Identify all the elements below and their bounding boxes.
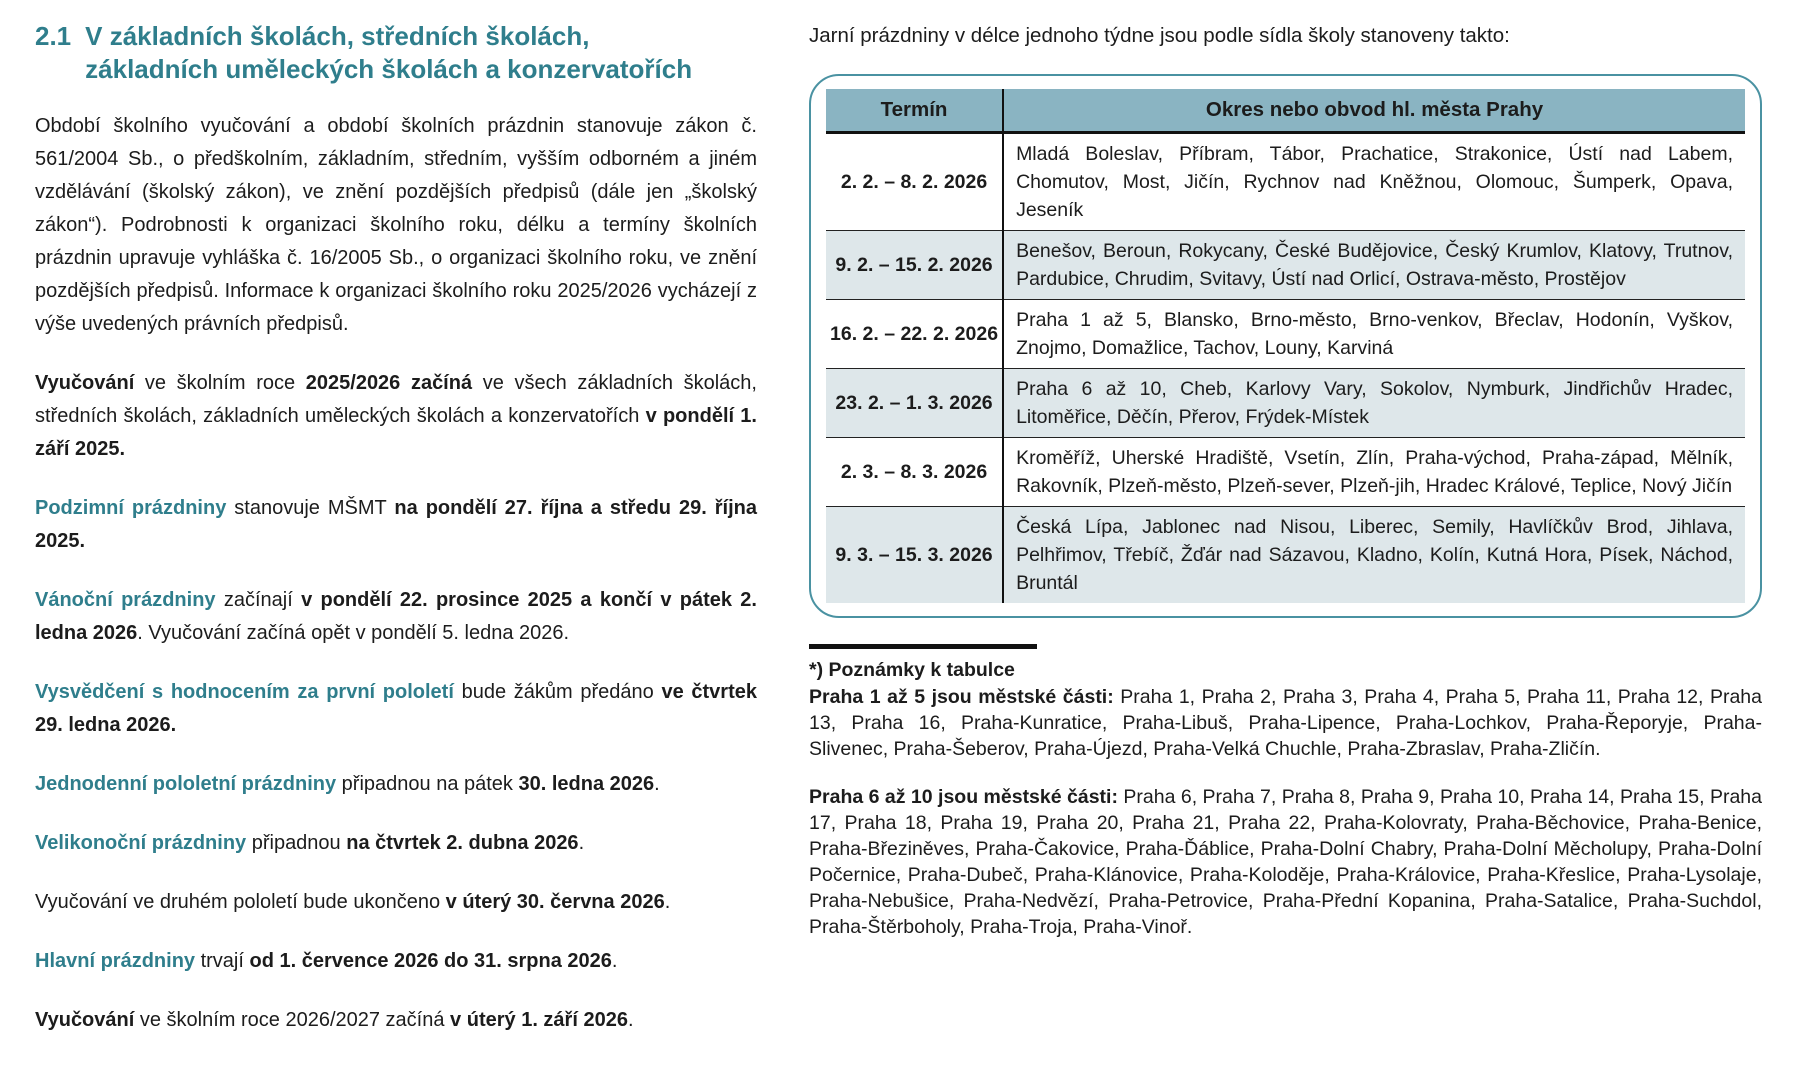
text-run: ve čtvrtek 29. ledna 2026. bbox=[35, 681, 757, 736]
body-paragraphs bbox=[35, 110, 757, 1037]
text-run: v pondělí 22. prosince 2025 a končí v pátek 2. ledna 2026 bbox=[35, 589, 757, 644]
term-cell: 9. 3. – 15. 3. 2026 bbox=[826, 507, 1003, 604]
text-run: Vánoční prázdniny bbox=[35, 589, 216, 611]
paragraph bbox=[35, 367, 757, 466]
notes-divider bbox=[809, 644, 1037, 649]
text-run: Období školního vyučování a období školních prázdnin stanovuje zákon č. 561/2004 Sb., o předškolním, základním, středním, vyšším odborném a jiném vzdělávání (školský zákon), ve znění pozdějších předpisů (dále jen „školský zákon“). Podrobnosti k organizaci školního roku, délku a termíny školních prázdnin upravuje vyhláška č. 16/2005 Sb., o organizaci školního roku, ve znění pozdějších předpisů. Informace k organizaci školního roku 2025/2026 vycházejí z výše uvedených právních předpisů. bbox=[35, 115, 757, 335]
table-body bbox=[826, 133, 1745, 604]
column-header-okres: Okres nebo obvod hl. města Prahy bbox=[1003, 89, 1745, 133]
text-run: Podzimní prázdniny bbox=[35, 497, 227, 519]
paragraph bbox=[35, 827, 757, 860]
text-run: Jednodenní pololetní prázdniny bbox=[35, 773, 337, 795]
term-cell: 2. 2. – 8. 2. 2026 bbox=[826, 133, 1003, 231]
paragraph bbox=[35, 768, 757, 801]
districts-cell: Praha 1 až 5, Blansko, Brno-město, Brno-venkov, Břeclav, Hodonín, Vyškov, Znojmo, Domažlice, Tachov, Louny, Karviná bbox=[1003, 300, 1745, 369]
districts-cell: Praha 6 až 10, Cheb, Karlovy Vary, Sokolov, Nymburk, Jindřichův Hradec, Litoměřice, Děčín, Přerov, Frýdek-Místek bbox=[1003, 369, 1745, 438]
text-run: stanovuje MŠMT bbox=[226, 497, 395, 519]
table-row bbox=[826, 507, 1745, 604]
text-run: trvají bbox=[195, 950, 250, 972]
table-row bbox=[826, 133, 1745, 231]
text-run: na čtvrtek 2. dubna 2026 bbox=[346, 832, 579, 854]
section-number: 2.1 bbox=[35, 21, 72, 51]
text-run: v úterý 1. září 2026 bbox=[450, 1009, 628, 1031]
paragraph bbox=[35, 886, 757, 919]
term-cell: 9. 2. – 15. 2. 2026 bbox=[826, 231, 1003, 300]
paragraph bbox=[35, 1004, 757, 1037]
text-run: Vysvědčení s hodnocením za první pololetí bbox=[35, 681, 454, 703]
paragraph bbox=[35, 945, 757, 978]
table-row bbox=[826, 231, 1745, 300]
text-run: Praha 1, Praha 2, Praha 3, Praha 4, Praha 5, Praha 11, Praha 12, Praha 13, Praha 16, Praha-Kunratice, Praha-Libuš, Praha-Lipence, Praha-Lochkov, Praha-Řeporyje, Praha-Slivenec, Praha-Šeberov, Praha-Újezd, Praha-Velká Chuchle, Praha-Zbraslav, Praha-Zličín. bbox=[809, 685, 1762, 760]
text-run: . bbox=[611, 950, 618, 972]
table bbox=[826, 89, 1745, 603]
text-run: 2025/2026 začíná bbox=[305, 372, 473, 394]
section-title bbox=[85, 20, 692, 86]
spring-holidays-table bbox=[809, 74, 1762, 618]
paragraph bbox=[809, 684, 1762, 762]
paragraph bbox=[35, 584, 757, 650]
section-heading bbox=[35, 20, 757, 86]
text-run: 30. ledna 2026 bbox=[518, 773, 655, 795]
paragraph bbox=[35, 492, 757, 558]
text-run: Vyučování bbox=[35, 372, 135, 394]
left-column bbox=[35, 20, 757, 1088]
districts-cell: Česká Lípa, Jablonec nad Nisou, Liberec, Semily, Havlíčkův Brod, Jihlava, Pelhřimov, Třebíč, Žďár nad Sázavou, Kladno, Kolín, Kutná Hora, Písek, Náchod, Bruntál bbox=[1003, 507, 1745, 604]
paragraph bbox=[809, 784, 1762, 940]
table-header bbox=[826, 89, 1745, 133]
column-header-termin: Termín bbox=[826, 89, 1003, 133]
table-row bbox=[826, 438, 1745, 507]
text-run: . bbox=[664, 891, 671, 913]
text-run: Velikonoční prázdniny bbox=[35, 832, 247, 854]
districts-cell: Mladá Boleslav, Příbram, Tábor, Prachatice, Strakonice, Ústí nad Labem, Chomutov, Most, Jičín, Rychnov nad Kněžnou, Olomouc, Šumperk, Opava, Jeseník bbox=[1003, 133, 1745, 231]
table-row bbox=[826, 369, 1745, 438]
text-run: . bbox=[627, 1009, 634, 1031]
text-run: . Vyučování začíná opět v pondělí 5. ledna 2026. bbox=[137, 622, 570, 644]
text-run: připadnou na pátek bbox=[336, 773, 519, 795]
text-run: v pondělí 1. září 2025. bbox=[35, 405, 757, 460]
text-run: v úterý 30. června 2026 bbox=[445, 891, 665, 913]
table-row bbox=[826, 300, 1745, 369]
text-run: ve školním roce bbox=[134, 372, 306, 394]
term-cell: 2. 3. – 8. 3. 2026 bbox=[826, 438, 1003, 507]
table-header-row bbox=[826, 89, 1745, 133]
text-run: na pondělí 27. října a středu 29. října 2025. bbox=[35, 497, 757, 552]
section-title-line2: základních uměleckých školách a konzervatořích bbox=[85, 54, 693, 84]
text-run: . bbox=[654, 773, 660, 795]
paragraph bbox=[35, 110, 757, 341]
text-run: začínají bbox=[215, 589, 302, 611]
text-run: ve všech základních školách, středních školách, základních uměleckých školách a konzervatořích bbox=[35, 372, 757, 427]
paragraph bbox=[35, 676, 757, 742]
term-cell: 23. 2. – 1. 3. 2026 bbox=[826, 369, 1003, 438]
notes-paragraphs bbox=[809, 684, 1762, 940]
section-title-line1: V základních školách, středních školách, bbox=[85, 21, 590, 51]
text-run: připadnou bbox=[246, 832, 347, 854]
right-column bbox=[809, 20, 1762, 1088]
text-run: . bbox=[578, 832, 585, 854]
table-intro: Jarní prázdniny v délce jednoho týdne jsou podle sídla školy stanoveny takto: bbox=[809, 24, 1510, 47]
notes-title: *) Poznámky k tabulce bbox=[809, 658, 1015, 681]
text-run: bude žákům předáno bbox=[453, 681, 662, 703]
text-run: od 1. července 2026 do 31. srpna 2026 bbox=[249, 950, 612, 972]
term-cell: 16. 2. – 22. 2. 2026 bbox=[826, 300, 1003, 369]
notes-section bbox=[809, 644, 1762, 940]
text-run: Praha 1 až 5 jsou městské části: bbox=[809, 685, 1114, 708]
districts-cell: Benešov, Beroun, Rokycany, České Budějovice, Český Krumlov, Klatovy, Trutnov, Pardubice, Chrudim, Svitavy, Ústí nad Orlicí, Ostrava-město, Prostějov bbox=[1003, 231, 1745, 300]
text-run: Vyučování bbox=[35, 1009, 135, 1031]
text-run: Praha 6, Praha 7, Praha 8, Praha 9, Praha 10, Praha 14, Praha 15, Praha 17, Praha 18, Praha 19, Praha 20, Praha 21, Praha 22, Praha-Kolovraty, Praha-Běchovice, Praha-Benice, Praha-Březiněves, Praha-Čakovice, Praha-Ďáblice, Praha-Dolní Chabry, Praha-Dolní Měcholupy, Praha-Dolní Počernice, Praha-Dubeč, Praha-Klánovice, Praha-Koloděje, Praha-Královice, Praha-Křeslice, Praha-Lysolaje, Praha-Nebušice, Praha-Nedvězí, Praha-Petrovice, Praha-Přední Kopanina, Praha-Satalice, Praha-Suchdol, Praha-Štěrboholy, Praha-Troja, Praha-Vinoř. bbox=[809, 785, 1762, 938]
text-run: ve školním roce 2026/2027 začíná bbox=[134, 1009, 451, 1031]
text-run: Hlavní prázdniny bbox=[35, 950, 196, 972]
text-run: Praha 6 až 10 jsou městské části: bbox=[809, 785, 1118, 808]
districts-cell: Kroměříž, Uherské Hradiště, Vsetín, Zlín, Praha-východ, Praha-západ, Mělník, Rakovník, Plzeň-město, Plzeň-sever, Plzeň-jih, Hradec Králové, Teplice, Nový Jičín bbox=[1003, 438, 1745, 507]
text-run: Vyučování ve druhém pololetí bude ukončeno bbox=[35, 891, 446, 913]
